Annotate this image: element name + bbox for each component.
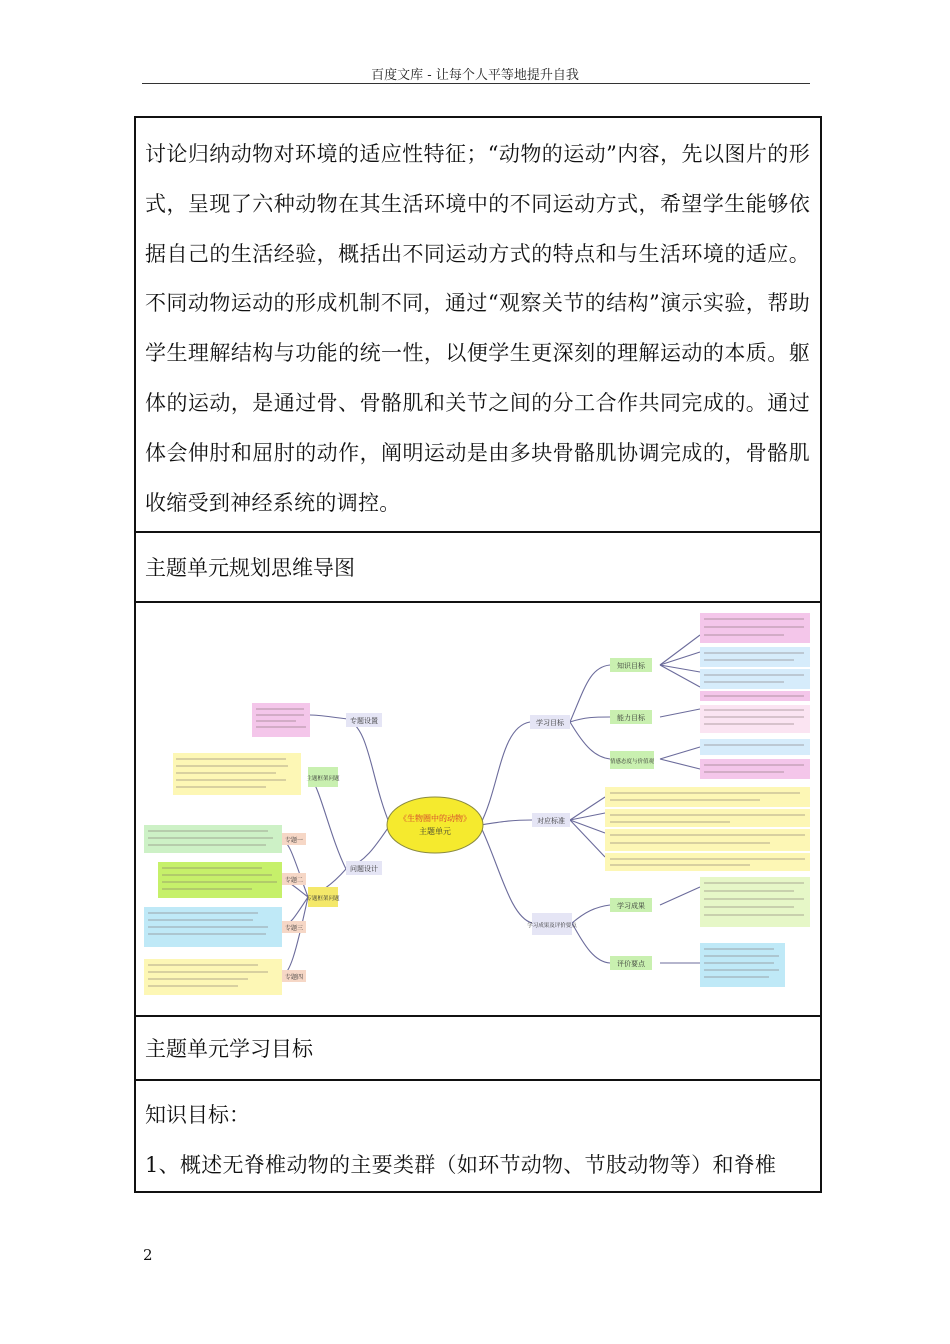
mindmap-cell <box>136 603 820 1017</box>
mindmap-figure <box>140 607 816 1011</box>
mm-eval: 评价要点 <box>617 960 645 968</box>
mindmap-heading: 主题单元规划思维导图 <box>145 556 355 580</box>
knowledge-item-1: 1、概述无脊椎动物的主要类群（如环节动物、节肢动物等）和脊椎 <box>145 1153 777 1177</box>
description-cell <box>136 118 820 533</box>
goals-heading: 主题单元学习目标 <box>145 1037 313 1061</box>
mm-emotion: 情感态度与价值观 <box>609 759 655 765</box>
mm-center-subtitle: 主题单元 <box>419 827 451 836</box>
description-paragraph: 讨论归纳动物对环境的适应性特征；“动物的运动”内容，先以图片的形式，呈现了六种动物在其生活环境中的不同运动方式，希望学生能够依据自己的生活经验，概括出不同运动方式的特点和与生活环境的适应。不同动物运动的形成机制不同，通过“观察关节的结构”演示实验，帮助学生理解结构与功能的统一性，以便学生更深刻的理解运动的本质。躯体的运动，是通过骨、骨骼肌和关节之间的分工合作共同完成的。通过体会伸肘和屈肘的动作，阐明运动是由多块骨骼肌协调完成的，骨骼肌收缩受到神经系统的调控。 <box>145 142 810 515</box>
knowledge-cell <box>136 1081 820 1191</box>
mm-outcomes: 学习成果及评价要点 <box>527 923 577 929</box>
mm-topic-setting: 专题设置 <box>350 717 378 725</box>
mm-outcome: 学习成果 <box>617 902 645 910</box>
mm-unit-question: 主题框架问题 <box>306 776 340 782</box>
goals-heading-cell <box>136 1017 820 1081</box>
mm-topic3: 专题三 <box>284 925 304 932</box>
mm-ability: 能力目标 <box>617 714 645 722</box>
mm-topic1: 专题一 <box>284 837 304 844</box>
mm-topic-question: 专题框架问题 <box>306 896 340 902</box>
mm-center-title: 《生物圈中的动物》 <box>399 814 471 823</box>
mm-question-design: 问题设计 <box>350 865 378 873</box>
mm-topic4: 专题四 <box>284 974 304 981</box>
mm-standards: 对应标准 <box>537 817 565 825</box>
mm-learning-goals: 学习目标 <box>536 719 564 727</box>
content-table <box>134 116 822 1193</box>
header-rule <box>142 83 810 84</box>
page-number: 2 <box>143 1246 153 1264</box>
page-header: 百度文库 - 让每个人平等地提升自我 <box>371 68 579 83</box>
knowledge-label: 知识目标： <box>145 1103 250 1127</box>
mm-knowledge: 知识目标 <box>617 662 645 670</box>
mm-topic2: 专题二 <box>284 877 304 884</box>
mindmap-heading-cell <box>136 533 820 603</box>
